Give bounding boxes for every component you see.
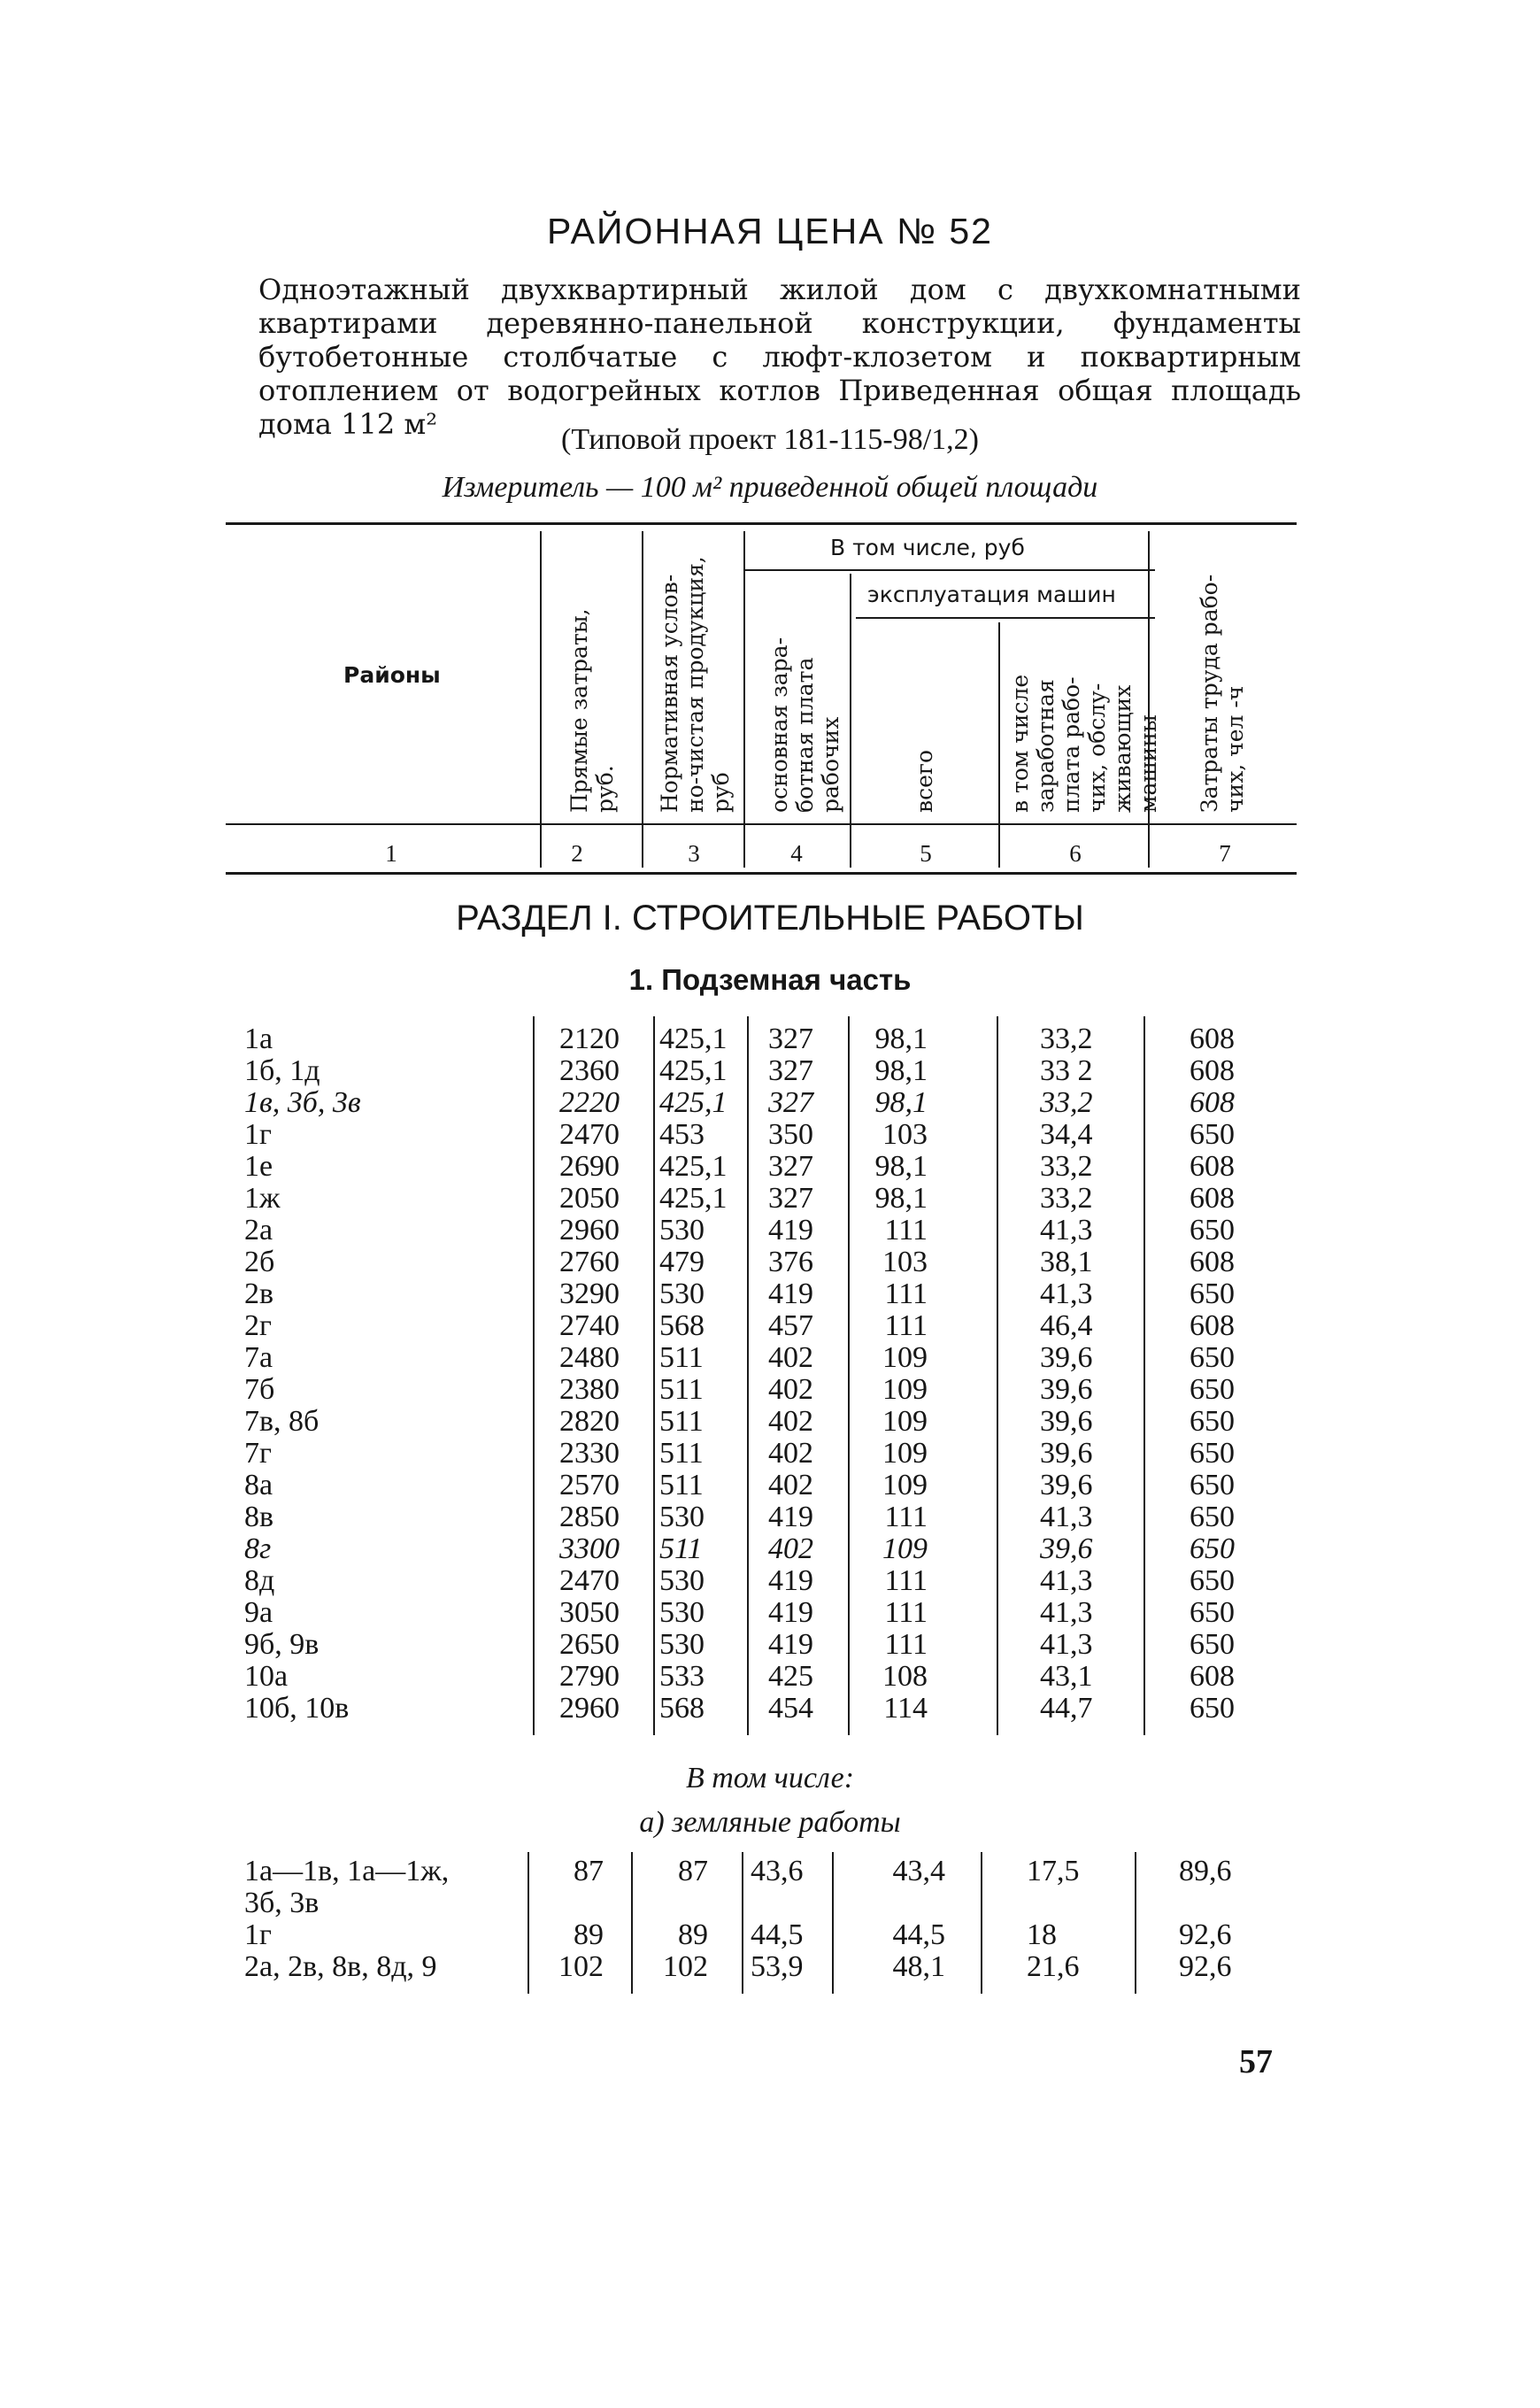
col-divider <box>642 531 643 868</box>
row-value: 457 <box>768 1309 813 1342</box>
header-basic-wage: основная зара- ботная плата рабочих <box>766 637 843 813</box>
col-divider <box>540 531 542 868</box>
header-direct-costs: Прямые затраты, руб. <box>566 608 618 813</box>
row-value: 109 <box>882 1341 928 1374</box>
row-value: 87 <box>574 1855 604 1887</box>
row-value: 419 <box>768 1277 813 1310</box>
col-number: 6 <box>1069 840 1082 867</box>
including-rule <box>743 569 1155 571</box>
row-value: 39,6 <box>1040 1469 1093 1501</box>
row-district: 2в <box>244 1277 274 1310</box>
table-row <box>0 1055 1540 1087</box>
table-header-end-rule <box>226 872 1297 875</box>
row-district: 1а <box>244 1023 273 1055</box>
row-value: 89 <box>574 1918 604 1951</box>
row-value: 41,3 <box>1040 1596 1093 1629</box>
row-value: 2570 <box>559 1469 620 1501</box>
row-district: 1г <box>244 1118 272 1151</box>
row-district: 2г <box>244 1309 272 1342</box>
row-district: 7г <box>244 1437 272 1470</box>
table-row <box>0 1501 1540 1533</box>
header-top-rule <box>226 522 1297 525</box>
row-value: 530 <box>659 1214 705 1246</box>
row-value: 92,6 <box>1179 1950 1232 1983</box>
row-district: 1е <box>244 1150 273 1183</box>
row-value: 39,6 <box>1040 1341 1093 1374</box>
row-value: 108 <box>882 1660 928 1693</box>
col-divider <box>743 531 745 868</box>
row-value: 2050 <box>559 1182 620 1215</box>
row-value: 98,1 <box>874 1150 928 1183</box>
row-value: 111 <box>884 1564 928 1597</box>
row-value: 2960 <box>559 1214 620 1246</box>
row-value: 43,1 <box>1040 1660 1093 1693</box>
row-value: 43,4 <box>892 1855 945 1887</box>
row-value: 3290 <box>559 1277 620 1310</box>
col-number: 2 <box>571 840 583 867</box>
row-district: 1г <box>244 1918 272 1951</box>
row-value: 111 <box>884 1596 928 1629</box>
row-value: 425 <box>768 1660 813 1693</box>
row-value: 511 <box>659 1469 704 1501</box>
header-districts: Районы <box>343 662 441 688</box>
row-value: 102 <box>558 1950 604 1983</box>
earthworks-table <box>0 1856 1540 1983</box>
row-value: 44,7 <box>1040 1692 1093 1725</box>
row-value: 2480 <box>559 1341 620 1374</box>
row-value: 53,9 <box>751 1950 804 1983</box>
row-value: 327 <box>768 1054 813 1087</box>
row-value: 402 <box>768 1373 813 1406</box>
row-district: 10а <box>244 1660 289 1693</box>
row-value: 38,1 <box>1040 1246 1093 1278</box>
row-value: 327 <box>768 1086 813 1119</box>
section-heading: РАЗДЕЛ I. СТРОИТЕЛЬНЫЕ РАБОТЫ <box>456 899 1084 938</box>
row-value: 109 <box>882 1405 928 1438</box>
table-row <box>0 1215 1540 1246</box>
row-district: 8г <box>244 1532 272 1565</box>
row-value: 650 <box>1190 1501 1235 1533</box>
row-value: 43,6 <box>751 1855 804 1887</box>
row-value: 2360 <box>559 1054 620 1087</box>
row-value: 89,6 <box>1179 1855 1232 1887</box>
table-row <box>0 1470 1540 1501</box>
row-value: 41,3 <box>1040 1628 1093 1661</box>
row-value: 402 <box>768 1437 813 1470</box>
row-value: 2790 <box>559 1660 620 1693</box>
row-value: 608 <box>1190 1150 1235 1183</box>
row-value: 530 <box>659 1501 705 1533</box>
row-value: 34,4 <box>1040 1118 1093 1151</box>
col-number: 3 <box>688 840 700 867</box>
project-reference: (Типовой проект 181-115-98/1,2) <box>561 423 979 456</box>
row-value: 650 <box>1190 1628 1235 1661</box>
row-value: 2820 <box>559 1405 620 1438</box>
table-row <box>0 1119 1540 1151</box>
row-district: 2б <box>244 1246 275 1278</box>
row-value: 608 <box>1190 1086 1235 1119</box>
row-value: 33 2 <box>1040 1054 1093 1087</box>
row-value: 111 <box>884 1628 928 1661</box>
row-value: 530 <box>659 1564 705 1597</box>
row-value: 650 <box>1190 1405 1235 1438</box>
row-value: 98,1 <box>874 1182 928 1215</box>
row-value: 530 <box>659 1628 705 1661</box>
table-row <box>0 1087 1540 1119</box>
row-value: 511 <box>659 1341 704 1374</box>
row-district: 8а <box>244 1469 273 1501</box>
row-value: 41,3 <box>1040 1564 1093 1597</box>
table-row <box>0 1438 1540 1470</box>
row-value: 650 <box>1190 1373 1235 1406</box>
row-value: 608 <box>1190 1309 1235 1342</box>
header-total: всего <box>912 749 937 813</box>
row-value: 425,1 <box>659 1182 728 1215</box>
earthworks-row-continuation <box>0 1887 1540 1919</box>
row-value: 425,1 <box>659 1054 728 1087</box>
row-district: 7б <box>244 1373 275 1406</box>
col-divider <box>850 574 851 868</box>
col-number: 4 <box>790 840 803 867</box>
row-value: 350 <box>768 1118 813 1151</box>
table-row <box>0 1278 1540 1310</box>
table-row <box>0 1693 1540 1725</box>
row-value: 33,2 <box>1040 1150 1093 1183</box>
row-value: 650 <box>1190 1214 1235 1246</box>
row-value: 425,1 <box>659 1023 728 1055</box>
description: Одноэтажный двухквартирный жилой дом с двухкомнатными квартирами деревянно-панельной конструкции, фундаменты бутобетонные столбчатые с люфт-клозетом и поквартирным отоплением от водогрейных котлов Приведенная общая площадь дома 112 м² <box>258 273 1301 441</box>
row-value: 650 <box>1190 1469 1235 1501</box>
row-value: 453 <box>659 1118 705 1151</box>
row-value: 327 <box>768 1182 813 1215</box>
row-value: 39,6 <box>1040 1437 1093 1470</box>
earthworks-row <box>0 1856 1540 1887</box>
table-row <box>0 1023 1540 1055</box>
row-value: 327 <box>768 1023 813 1055</box>
row-value: 41,3 <box>1040 1277 1093 1310</box>
table-row <box>0 1565 1540 1597</box>
row-value: 98,1 <box>874 1023 928 1055</box>
row-value: 109 <box>882 1373 928 1406</box>
row-district: 10б, 10в <box>244 1692 350 1725</box>
row-value: 479 <box>659 1246 705 1278</box>
row-value: 87 <box>678 1855 708 1887</box>
table-row <box>0 1661 1540 1693</box>
row-value: 419 <box>768 1596 813 1629</box>
row-district: 1в, 3б, 3в <box>244 1086 361 1119</box>
row-value: 530 <box>659 1277 705 1310</box>
row-value: 650 <box>1190 1692 1235 1725</box>
row-value: 98,1 <box>874 1086 928 1119</box>
row-value: 103 <box>882 1118 928 1151</box>
row-value: 3300 <box>559 1532 620 1565</box>
row-value: 2690 <box>559 1150 620 1183</box>
row-value: 21,6 <box>1027 1950 1080 1983</box>
row-value: 530 <box>659 1596 705 1629</box>
row-value: 2120 <box>559 1023 620 1055</box>
row-value: 2760 <box>559 1246 620 1278</box>
row-district: 8д <box>244 1564 275 1597</box>
row-value: 2330 <box>559 1437 620 1470</box>
table-row <box>0 1310 1540 1342</box>
row-value: 39,6 <box>1040 1373 1093 1406</box>
col-number: 5 <box>920 840 932 867</box>
col-number: 7 <box>1219 840 1231 867</box>
row-value: 89 <box>678 1918 708 1951</box>
table-row <box>0 1629 1540 1661</box>
row-value: 327 <box>768 1150 813 1183</box>
row-value: 102 <box>663 1950 708 1983</box>
page-number: 57 <box>1239 2043 1273 2080</box>
row-value: 48,1 <box>892 1950 945 1983</box>
subsection-heading: 1. Подземная часть <box>628 963 912 996</box>
row-value: 650 <box>1190 1118 1235 1151</box>
row-value: 419 <box>768 1628 813 1661</box>
row-value: 511 <box>659 1373 704 1406</box>
row-value: 2650 <box>559 1628 620 1661</box>
row-district: 1ж <box>244 1182 281 1215</box>
row-value: 376 <box>768 1246 813 1278</box>
header-machine-operation: эксплуатация машин <box>867 582 1116 607</box>
header-bottom-rule <box>226 823 1297 825</box>
row-value: 650 <box>1190 1596 1235 1629</box>
row-value: 2470 <box>559 1564 620 1597</box>
row-district: 1а—1в, 1а—1ж, <box>244 1855 450 1887</box>
row-value: 111 <box>884 1309 928 1342</box>
row-value: 109 <box>882 1532 928 1565</box>
row-value: 39,6 <box>1040 1405 1093 1438</box>
row-value: 114 <box>883 1692 928 1725</box>
row-value: 419 <box>768 1564 813 1597</box>
row-district: 7в, 8б <box>244 1405 320 1438</box>
row-district: 9а <box>244 1596 273 1629</box>
row-value: 111 <box>884 1277 928 1310</box>
table-row <box>0 1246 1540 1278</box>
row-value: 650 <box>1190 1277 1235 1310</box>
row-value: 454 <box>768 1692 813 1725</box>
earthworks-row <box>0 1919 1540 1951</box>
row-value: 402 <box>768 1405 813 1438</box>
row-value: 608 <box>1190 1660 1235 1693</box>
page-title: РАЙОННАЯ ЦЕНА № 52 <box>547 211 993 251</box>
row-value: 2960 <box>559 1692 620 1725</box>
row-value: 419 <box>768 1501 813 1533</box>
row-district: 2а <box>244 1214 273 1246</box>
row-value: 33,2 <box>1040 1182 1093 1215</box>
table-row <box>0 1533 1540 1565</box>
row-value: 608 <box>1190 1182 1235 1215</box>
row-value: 650 <box>1190 1341 1235 1374</box>
col-divider <box>998 622 1000 868</box>
row-district: 1б, 1д <box>244 1054 320 1087</box>
earthworks-row <box>0 1951 1540 1983</box>
row-value: 419 <box>768 1214 813 1246</box>
row-district: 3б, 3в <box>244 1887 320 1919</box>
row-district: 7а <box>244 1341 273 1374</box>
row-value: 92,6 <box>1179 1918 1232 1951</box>
row-value: 111 <box>884 1214 928 1246</box>
row-value: 402 <box>768 1532 813 1565</box>
row-value: 18 <box>1027 1918 1057 1951</box>
row-value: 425,1 <box>659 1086 728 1119</box>
row-value: 608 <box>1190 1054 1235 1087</box>
header-including: В том числе, руб <box>830 535 1025 560</box>
table-row <box>0 1597 1540 1629</box>
col-number: 1 <box>385 840 397 867</box>
row-value: 17,5 <box>1027 1855 1080 1887</box>
row-value: 98,1 <box>874 1054 928 1087</box>
row-value: 109 <box>882 1437 928 1470</box>
row-value: 41,3 <box>1040 1214 1093 1246</box>
row-district: 8в <box>244 1501 274 1533</box>
row-value: 650 <box>1190 1564 1235 1597</box>
data-table <box>0 1023 1540 1725</box>
table-row <box>0 1406 1540 1438</box>
row-value: 3050 <box>559 1596 620 1629</box>
header-normative-product: Нормативная услов- но-чистая продукция, руб <box>657 556 734 813</box>
row-value: 41,3 <box>1040 1501 1093 1533</box>
table-row <box>0 1183 1540 1215</box>
table-row <box>0 1151 1540 1183</box>
row-value: 103 <box>882 1246 928 1278</box>
row-value: 511 <box>659 1532 703 1565</box>
row-value: 650 <box>1190 1437 1235 1470</box>
row-value: 111 <box>884 1501 928 1533</box>
row-value: 568 <box>659 1692 705 1725</box>
row-value: 44,5 <box>751 1918 804 1951</box>
row-value: 33,2 <box>1040 1023 1093 1055</box>
row-value: 650 <box>1190 1532 1235 1565</box>
row-district: 9б, 9в <box>244 1628 320 1661</box>
row-value: 402 <box>768 1341 813 1374</box>
row-value: 402 <box>768 1469 813 1501</box>
row-value: 109 <box>882 1469 928 1501</box>
row-value: 533 <box>659 1660 705 1693</box>
table-row <box>0 1374 1540 1406</box>
row-district: 2а, 2в, 8в, 8д, 9 <box>244 1950 437 1983</box>
row-value: 568 <box>659 1309 705 1342</box>
row-value: 46,4 <box>1040 1309 1093 1342</box>
row-value: 2850 <box>559 1501 620 1533</box>
row-value: 2220 <box>559 1086 620 1119</box>
row-value: 511 <box>659 1437 704 1470</box>
row-value: 39,6 <box>1040 1532 1093 1565</box>
row-value: 511 <box>659 1405 704 1438</box>
meter-unit: Измеритель — 100 м² приведенной общей площади <box>442 471 1098 504</box>
row-value: 425,1 <box>659 1150 728 1183</box>
row-value: 33,2 <box>1040 1086 1093 1119</box>
table-row <box>0 1342 1540 1374</box>
row-value: 608 <box>1190 1023 1235 1055</box>
row-value: 2380 <box>559 1373 620 1406</box>
row-value: 608 <box>1190 1246 1235 1278</box>
header-labor: Затраты труда рабо- чих, чел -ч <box>1197 574 1248 813</box>
header-incl-wage: в том числе заработная плата рабо- чих, обслу- живающих машины <box>1007 674 1161 813</box>
earthworks-label: а) земляные работы <box>639 1806 901 1839</box>
row-value: 44,5 <box>892 1918 945 1951</box>
including-label: В том числе: <box>685 1762 855 1794</box>
row-value: 2470 <box>559 1118 620 1151</box>
row-value: 2740 <box>559 1309 620 1342</box>
